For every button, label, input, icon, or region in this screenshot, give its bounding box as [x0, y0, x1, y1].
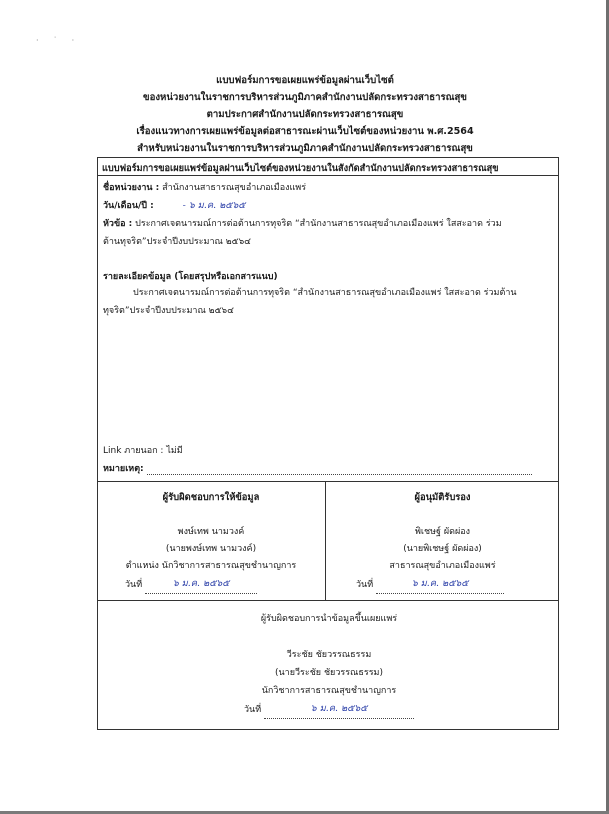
note-row — [103, 461, 532, 475]
provider-heading: ผู้รับผิดชอบการให้ข้อมูล — [162, 492, 260, 503]
provider-signature-block — [97, 489, 325, 594]
header-line-3: ตามประกาศสำนักงานปลัดกระทรวงสาธารณสุข — [206, 109, 404, 120]
provider-name-paren: (นายพงษ์เทพ นามวงค์) — [165, 544, 257, 554]
topic-value-line-1: ประกาศเจตนารมณ์การต่อต้านการทุจริต “สำนักงานสาธารณสุขอำเภอเมืองแพร่ ใสสะอาด ร่วม — [135, 219, 502, 229]
detail-paragraph — [103, 284, 551, 320]
header-line-5: สำหรับหน่วยงานในราชการบริหารส่วนภูมิภาคสำนักงานปลัดกระทรวงสาธารณสุข — [137, 143, 473, 154]
approver-heading: ผู้อนุมัติรับรอง — [414, 492, 471, 503]
signature-top-divider — [97, 481, 559, 482]
agency-row — [103, 180, 306, 194]
topic-value-line-2: ต้านทุจริต”ประจำปีงบประมาณ ๒๕๖๔ — [103, 237, 251, 247]
approver-name-paren: (นายพิเชษฐ์ ผัดผ่อง) — [403, 544, 482, 554]
publisher-date-line — [264, 700, 414, 719]
publisher-signature-block — [98, 610, 560, 719]
approver-date-line — [376, 575, 504, 594]
form-title: แบบฟอร์มการขอเผยแพร่ข้อมูลผ่านเว็บไซต์ของหน่วยงานในสังกัดสำนักงานปลัดกระทรวงสาธารณสุข — [98, 158, 558, 176]
note-dotted-line — [147, 474, 532, 475]
publisher-date-label: วันที่ — [243, 705, 262, 715]
date-row — [103, 198, 245, 213]
detail-heading-row — [103, 269, 278, 283]
publisher-signature-box — [97, 600, 559, 730]
topic-label: หัวข้อ : — [103, 219, 133, 229]
publisher-signature-name: วีระชัย ชัยวรรณธรรม — [286, 650, 372, 660]
detail-label: รายละเอียดข้อมูล (โดยสรุปหรือเอกสารแนบ) — [103, 272, 278, 282]
provider-position: ตำแหน่ง นักวิชาการสาธารณสุขชำนาญการ — [125, 561, 297, 571]
document-header — [80, 72, 530, 157]
provider-date-label: วันที่ — [125, 580, 143, 590]
publisher-date-value: ๖ ม.ค. ๒๕๖๕ — [310, 703, 368, 714]
publisher-position: นักวิชาการสาธารณสุขชำนาญการ — [261, 686, 397, 696]
header-line-4: เรื่องแนวทางการเผยแพร่ข้อมูลต่อสาธารณะผ่านเว็บไซต์ของหน่วยงาน พ.ศ.2564 — [136, 126, 474, 137]
note-label: หมายเหตุ: — [103, 464, 144, 474]
publisher-date-row — [98, 700, 560, 719]
detail-text-line-1: ประกาศเจตนารมณ์การต่อต้านการทุจริต “สำนักงานสาธารณสุขอำเภอเมืองแพร่ ใสสะอาด ร่วมต้าน — [133, 288, 517, 298]
approver-signature-block — [326, 489, 559, 594]
link-row — [103, 443, 183, 457]
provider-date-line — [145, 575, 257, 594]
approver-date-label: วันที่ — [356, 580, 374, 590]
scan-specks: · ˙ · — [36, 36, 81, 45]
approver-signature-name: พิเชษฐ์ ผัดผ่อง — [414, 527, 471, 537]
provider-date-value: ๖ ม.ค. ๒๕๖๕ — [172, 578, 230, 589]
topic-row — [103, 216, 502, 230]
provider-signature-name: พงษ์เทพ นามวงค์ — [177, 527, 245, 537]
agency-value: สำนักงานสาธารณสุขอำเภอเมืองแพร่ — [162, 183, 307, 193]
agency-label: ชื่อหน่วยงาน : — [103, 183, 160, 193]
publisher-name-paren: (นายวีระชัย ชัยวรรณธรรม) — [274, 668, 383, 678]
detail-text-line-2: ทุจริต”ประจำปีงบประมาณ ๒๕๖๔ — [103, 306, 234, 316]
link-value: ไม่มี — [166, 446, 183, 456]
header-line-2: ของหน่วยงานในราชการบริหารส่วนภูมิภาคสำนักงานปลัดกระทรวงสาธารณสุข — [143, 92, 467, 103]
approver-date-value: ๖ ม.ค. ๒๕๖๕ — [411, 578, 469, 589]
topic-row-2 — [103, 234, 251, 248]
date-value: - ๖ ม.ค. ๒๕๖๕ — [182, 200, 246, 211]
header-line-1: แบบฟอร์มการขอเผยแพร่ข้อมูลผ่านเว็บไซต์ — [216, 75, 394, 86]
provider-date-row — [97, 575, 325, 594]
link-label: Link ภายนอก : — [103, 446, 164, 456]
publisher-heading: ผู้รับผิดชอบการนำข้อมูลขึ้นเผยแพร่ — [260, 614, 398, 624]
approver-date-row — [326, 575, 559, 594]
date-label: วัน/เดือน/ปี : — [103, 201, 154, 211]
approver-position: สาธารณสุขอำเภอเมืองแพร่ — [389, 561, 496, 571]
